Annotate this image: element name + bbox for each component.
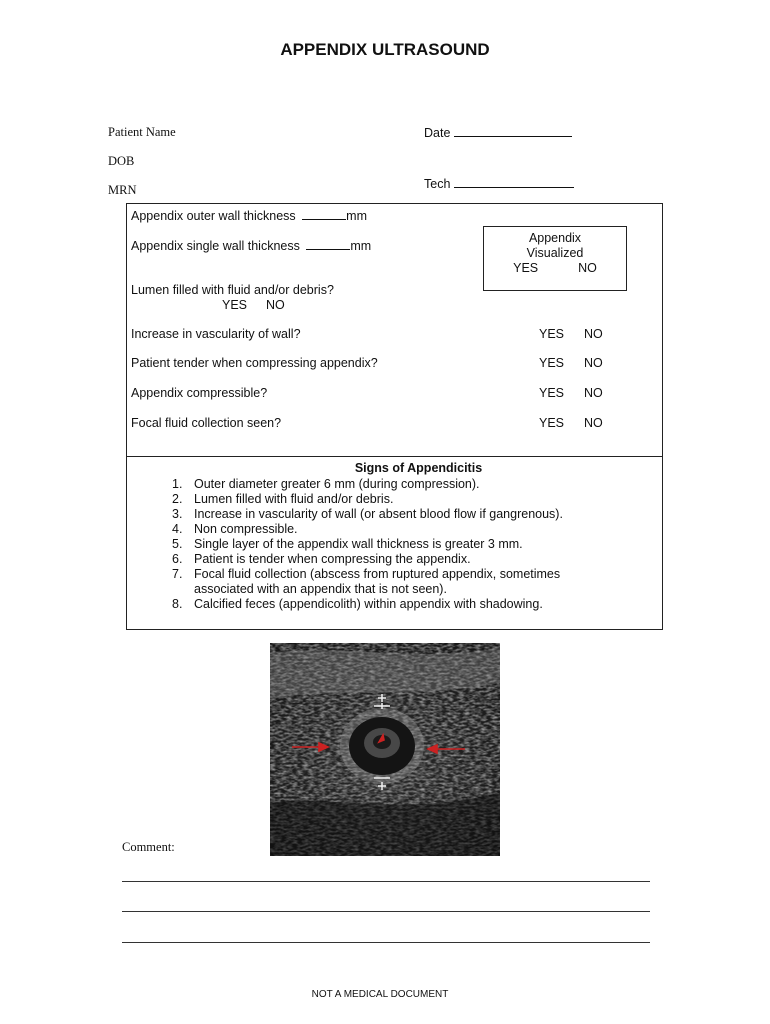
sign-num: 6.	[172, 552, 183, 566]
sign-num: 8.	[172, 597, 183, 611]
single-wall-unit: mm	[350, 239, 372, 253]
sign-text: Patient is tender when compressing the appendix.	[194, 552, 471, 566]
sign-text: Lumen filled with fluid and/or debris.	[194, 492, 394, 506]
question-tender: Patient tender when compressing appendix?	[131, 356, 378, 370]
footer-disclaimer: NOT A MEDICAL DOCUMENT	[311, 989, 449, 1000]
tech-label: Tech	[424, 177, 451, 191]
date-field[interactable]	[424, 125, 572, 140]
sign-text: Increase in vascularity of wall (or absent blood flow if gangrenous).	[194, 507, 563, 521]
sign-text: Calcified feces (appendicolith) within appendix with shadowing.	[194, 597, 543, 611]
sign-item	[172, 537, 622, 552]
single-wall-label: Appendix single wall thickness	[131, 239, 300, 253]
visualized-no[interactable]: NO	[578, 261, 597, 275]
lumen-yes[interactable]: YES	[222, 298, 248, 312]
sign-text: Outer diameter greater 6 mm (during compression).	[194, 477, 480, 491]
compressible-yes[interactable]: YES	[539, 386, 565, 400]
sign-num: 1.	[172, 477, 183, 491]
tender-no[interactable]: NO	[584, 356, 603, 370]
vascularity-yes[interactable]: YES	[539, 327, 565, 341]
sign-num: 7.	[172, 567, 183, 581]
sign-item	[172, 507, 622, 522]
comment-line[interactable]	[122, 911, 650, 912]
sign-text: Focal fluid collection (abscess from ruptured appendix, sometimes associated with an appendix that is not seen).	[194, 567, 561, 596]
dob-label: DOB	[108, 154, 135, 168]
vascularity-no[interactable]: NO	[584, 327, 603, 341]
outer-wall-blank[interactable]	[302, 208, 346, 220]
sign-item	[172, 522, 622, 537]
visualized-yes[interactable]: YES	[513, 261, 539, 275]
comment-label: Comment:	[122, 840, 175, 854]
tender-yes[interactable]: YES	[539, 356, 565, 370]
lumen-no[interactable]: NO	[266, 298, 285, 312]
sign-text: Non compressible.	[194, 522, 298, 536]
sign-item	[172, 477, 622, 492]
single-wall-blank[interactable]	[306, 238, 350, 250]
single-wall-row	[131, 238, 371, 253]
date-label: Date	[424, 126, 451, 140]
visualized-line1: Appendix	[528, 231, 582, 245]
comment-line[interactable]	[122, 942, 650, 943]
sign-num: 4.	[172, 522, 183, 536]
comment-line[interactable]	[122, 881, 650, 882]
question-vascularity: Increase in vascularity of wall?	[131, 327, 301, 341]
tech-blank[interactable]	[454, 176, 574, 188]
appendix-visualized-box	[483, 226, 627, 291]
compressible-no[interactable]: NO	[584, 386, 603, 400]
lumen-question: Lumen filled with fluid and/or debris?	[131, 283, 334, 297]
sign-text: Single layer of the appendix wall thickness is greater 3 mm.	[194, 537, 523, 551]
mrn-label: MRN	[108, 183, 137, 197]
date-blank[interactable]	[454, 125, 572, 137]
signs-title: Signs of Appendicitis	[354, 461, 483, 475]
sign-num: 3.	[172, 507, 183, 521]
form-title: APPENDIX ULTRASOUND	[280, 40, 490, 59]
sign-item	[172, 567, 622, 597]
outer-wall-row	[131, 208, 367, 223]
sign-num: 5.	[172, 537, 183, 551]
sign-item	[172, 552, 622, 567]
signs-list	[172, 477, 622, 612]
outer-wall-label: Appendix outer wall thickness	[131, 209, 296, 223]
fluid-no[interactable]: NO	[584, 416, 603, 430]
sign-item	[172, 597, 622, 612]
question-compressible: Appendix compressible?	[131, 386, 268, 400]
patient-name-label: Patient Name	[108, 125, 176, 139]
sign-item	[172, 492, 622, 507]
sign-num: 2.	[172, 492, 183, 506]
findings-divider	[126, 456, 663, 457]
outer-wall-unit: mm	[346, 209, 367, 223]
fluid-yes[interactable]: YES	[539, 416, 565, 430]
tech-field[interactable]	[424, 176, 574, 191]
ultrasound-image	[270, 643, 500, 856]
visualized-line2: Visualized	[526, 246, 584, 260]
question-fluid: Focal fluid collection seen?	[131, 416, 282, 430]
